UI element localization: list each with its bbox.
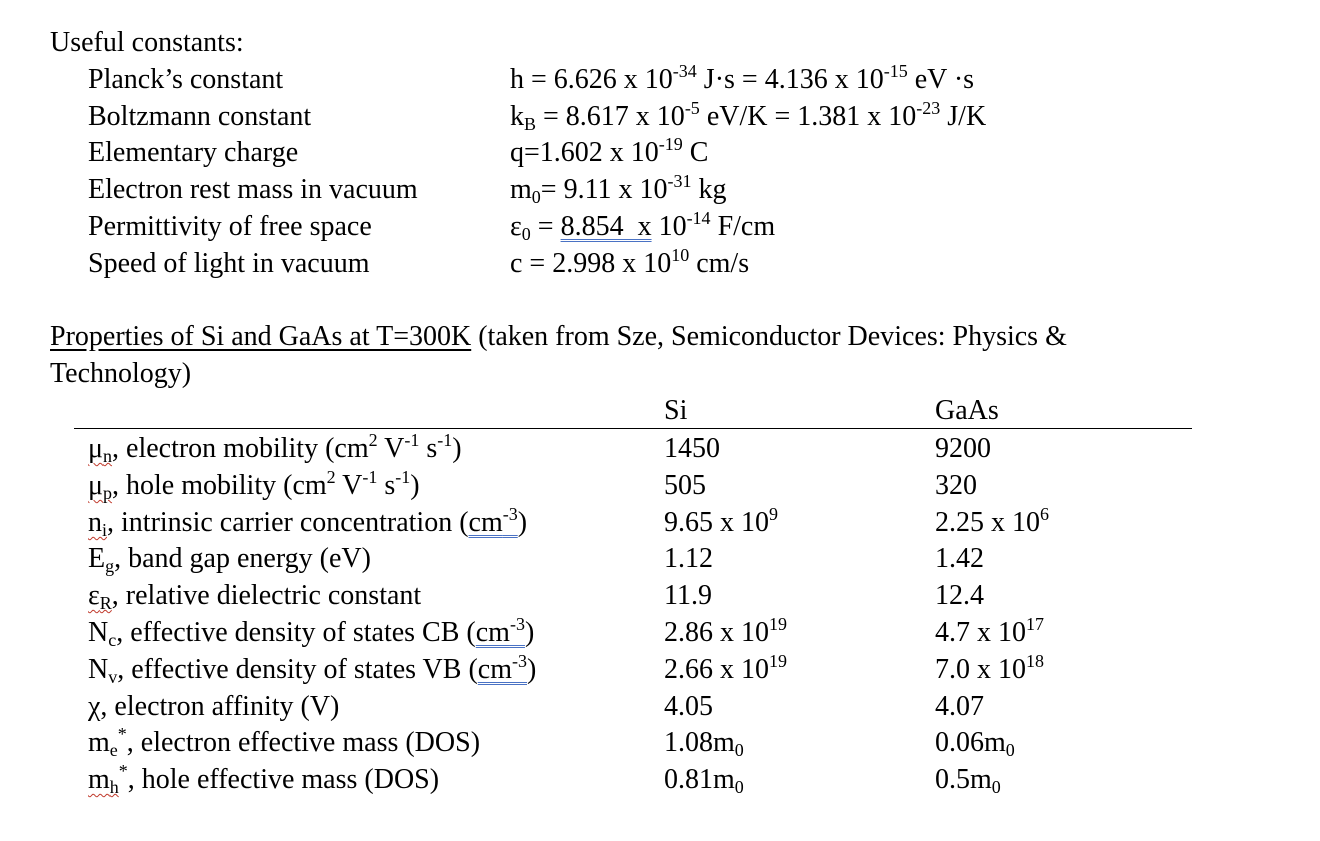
si-intrinsic-concentration: 9.65 x $10^9$ [664, 504, 778, 538]
constant-name-planck: Planck’s constant [88, 64, 284, 95]
gaas-dielectric-constant: 12.4 [935, 580, 984, 611]
si-density-cb: 2.86 x $10^{19}$ [664, 614, 787, 648]
constant-value-permittivity: $\varepsilon_0 = 8.854$ x $10^{-14}$ F/cm [510, 208, 776, 244]
property-label-hole-mobility: $\mu_p$, hole mobility ($cm^2$ $V^{-1}$ $s^{-1}$) [88, 467, 420, 503]
constant-value-planck: h = 6.626 x $10^{-34}$ J·s = 4.136 x $10^{-15}$ eV ·s [510, 61, 975, 95]
gaas-hole-mobility: 320 [935, 470, 977, 501]
si-band-gap: 1.12 [664, 543, 713, 574]
column-header-si: Si [664, 395, 688, 426]
property-label-dielectric-constant: $\varepsilon_R$, relative dielectric constant [88, 580, 422, 613]
si-hole-mobility: 505 [664, 470, 706, 501]
properties-heading-source: (taken from Sze, Semiconductor Devices: Physics & [471, 321, 1067, 352]
constant-name-electron-mass: Electron rest mass in vacuum [88, 174, 418, 205]
property-label-band-gap: $E_g$, band gap energy (eV) [88, 543, 371, 576]
table-header-rule [74, 428, 1192, 429]
properties-heading [50, 320, 1067, 354]
si-electron-mobility: 1450 [664, 433, 720, 464]
property-label-density-cb: $N_c$, effective density of states CB $(cm^{-3})$ [88, 614, 535, 650]
property-label-electron-affinity: χ, electron affinity (V) [88, 691, 340, 722]
property-label-electron-mobility: $\mu_n$, electron mobility ($cm^2$ $V^{-1}$ $s^{-1}$) [88, 430, 462, 466]
properties-heading-line2: Technology) [50, 358, 192, 389]
gaas-density-cb: 4.7 x $10^{17}$ [935, 614, 1044, 648]
constant-value-charge: q=1.602 x $10^{-19}$ C [510, 134, 709, 168]
properties-heading-underlined: Properties of Si and GaAs at T=300K [50, 321, 472, 352]
si-hole-effective-mass: $0.81m_0$ [664, 764, 744, 797]
gaas-electron-mobility: 9200 [935, 433, 991, 464]
constant-value-electron-mass: $m_0= 9.11$ x $10^{-31}$ kg [510, 171, 727, 207]
gaas-band-gap: 1.42 [935, 543, 984, 574]
si-electron-effective-mass: $1.08m_0$ [664, 727, 744, 760]
column-header-gaas: GaAs [935, 395, 999, 426]
gaas-intrinsic-concentration: 2.25 x $10^6$ [935, 504, 1049, 538]
constant-name-permittivity: Permittivity of free space [88, 211, 372, 242]
constant-value-boltzmann: $k_B = 8.617$ x $10^{-5}$ eV/K = 1.381 x $10^{-23}$ J/K [510, 98, 987, 134]
constant-name-boltzmann: Boltzmann constant [88, 101, 312, 132]
constant-name-light-speed: Speed of light in vacuum [88, 248, 370, 279]
constants-heading: Useful constants: [50, 27, 244, 58]
si-dielectric-constant: 11.9 [664, 580, 712, 611]
gaas-electron-effective-mass: $0.06m_0$ [935, 727, 1015, 760]
property-label-electron-effective-mass: $m_e^*$, electron effective mass (DOS) [88, 724, 481, 760]
gaas-electron-affinity: 4.07 [935, 691, 984, 722]
gaas-hole-effective-mass: $0.5m_0$ [935, 764, 1001, 797]
constant-name-charge: Elementary charge [88, 137, 299, 168]
property-label-hole-effective-mass: $m_h^*$, hole effective mass (DOS) [88, 761, 440, 797]
gaas-density-vb: 7.0 x $10^{18}$ [935, 651, 1044, 685]
property-label-intrinsic-concentration: $n_i$, intrinsic carrier concentration $(cm^{-3})$ [88, 504, 528, 540]
property-label-density-vb: $N_v$, effective density of states VB $(cm^{-3})$ [88, 651, 537, 687]
si-electron-affinity: 4.05 [664, 691, 713, 722]
constant-value-light-speed: c = 2.998 x $10^{10}$ cm/s [510, 245, 750, 279]
si-density-vb: 2.66 x $10^{19}$ [664, 651, 787, 685]
